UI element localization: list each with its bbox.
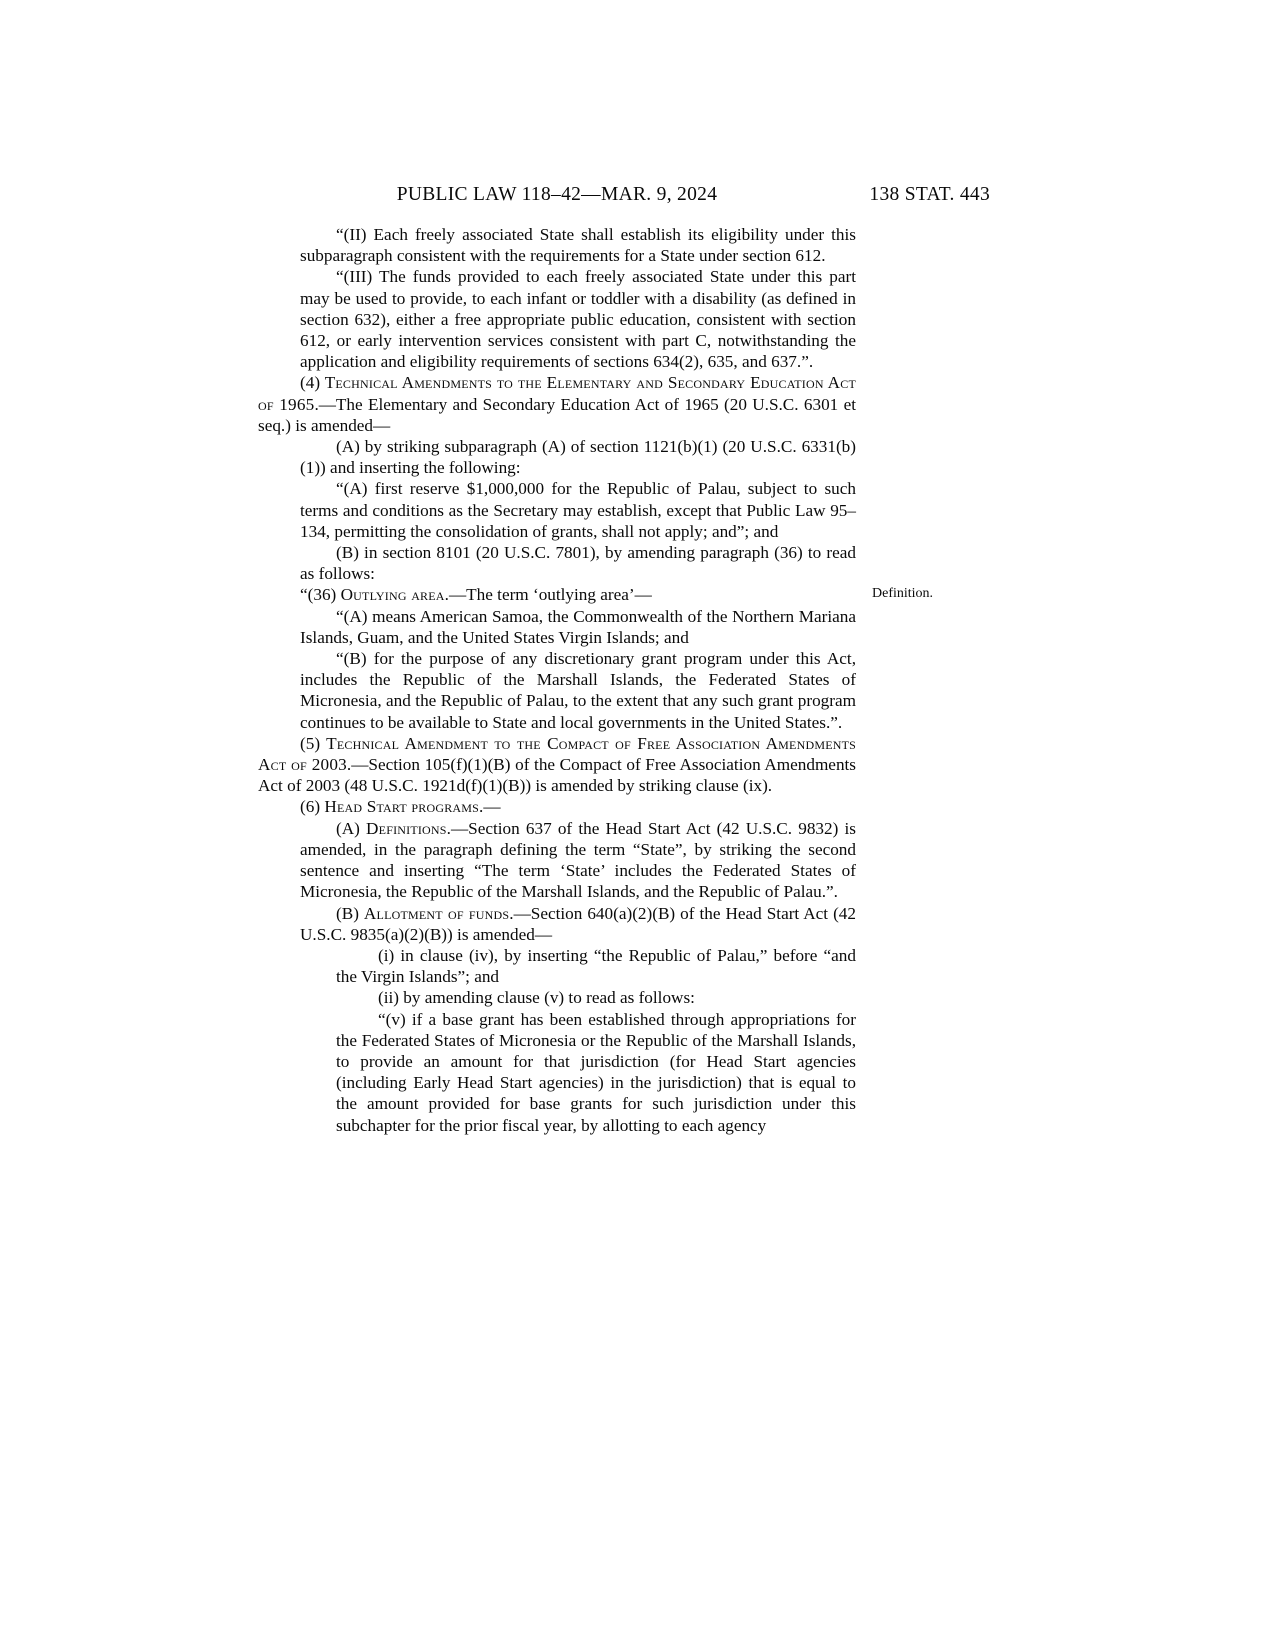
statute-paragraph-6A: (A) Definitions.—Section 637 of the Head Start Act (42 U.S.C. 9832) is amended, in the paragraph defining the term “State”, by striking the second sentence and inserting “The term ‘State’ includes the Federated States of Micronesia, the Republic of the Marshall Islands, and the Republic of Palau.”. [300, 818, 856, 902]
statute-paragraph-clause-ii: (ii) by amending clause (v) to read as follows: [378, 988, 695, 1008]
statute-paragraph-subclause-III: “(III) The funds provided to each freely associated State under this part may be used to provide, to each infant or toddler with a disability (as defined in section 632), either a free appropriate public education, consistent with section 612, or early intervention services consistent with part C, notwithstanding the application and eligibility requirements of sections 634(2), 635, and 637.”. [300, 267, 856, 372]
paragraph-36-row [258, 584, 934, 605]
statute-paragraph-subclause-II: “(II) Each freely associated State shall establish its eligibility under this subparagraph consistent with the requirements for a State under section 612. [300, 225, 856, 266]
statute-paragraph-6: (6) Head Start programs.— [300, 797, 501, 817]
statute-paragraph-clause-v: “(v) if a base grant has been established through appropriations for the Federated States of Micronesia or the Republic of the Marshall Islands, to provide an amount for that jurisdiction (for Head Start agencies (including Early Head Start agencies) in the jurisdiction) that is equal to the amount provided for base grants for such jurisdiction under this subchapter for the prior fiscal year, by allotting to each agency [336, 1009, 856, 1135]
statute-paragraph-clause-i: (i) in clause (iv), by inserting “the Republic of Palau,” before “and the Virgin Islands”; and [336, 945, 856, 987]
statute-paragraph-6B: (B) Allotment of funds.—Section 640(a)(2)(B) of the Head Start Act (42 U.S.C. 9835(a)(2)(B)) is amended— [300, 903, 856, 944]
running-head [258, 184, 990, 210]
statute-paragraph-4A-quoted: “(A) first reserve $1,000,000 for the Republic of Palau, subject to such terms and conditions as the Secretary may establish, except that Public Law 95–134, permitting the consolidation of grants, shall not apply; and”; and [300, 479, 856, 541]
statute-paragraph-36: “(36) Outlying area.—The term ‘outlying area’— [300, 585, 652, 605]
law-title: PUBLIC LAW 118–42—MAR. 9, 2024 [396, 184, 718, 205]
stat-page-number: 138 STAT. 443 [869, 184, 990, 205]
statute-paragraph-4B: (B) in section 8101 (20 U.S.C. 7801), by amending paragraph (36) to read as follows: [300, 543, 856, 584]
statute-paragraph-36B: “(B) for the purpose of any discretionary grant program under this Act, includes the Republic of the Marshall Islands, the Federated States of Micronesia, and the Republic of Palau, to the extent that any such grant program continues to be available to State and local governments in the United States.”. [300, 649, 856, 732]
statute-paragraph-36A: “(A) means American Samoa, the Commonwealth of the Northern Mariana Islands, Guam, and the United States Virgin Islands; and [300, 606, 856, 647]
statute-paragraph-4: (4) Technical Amendments to the Elementary and Secondary Education Act of 1965.—The Elementary and Secondary Education Act of 1965 (20 U.S.C. 6301 et seq.) is amended— [258, 373, 856, 435]
statute-paragraph-5: (5) Technical Amendment to the Compact of Free Association Amendments Act of 2003.—Section 105(f)(1)(B) of the Compact of Free Association Amendments Act of 2003 (48 U.S.C. 1921d(f)(1)(B)) is amended by striking clause (ix). [258, 733, 856, 796]
margin-note-definition: Definition. [872, 586, 934, 602]
statute-paragraph-4A: (A) by striking subparagraph (A) of section 1121(b)(1) (20 U.S.C. 6331(b)(1)) and inserting the following: [300, 437, 856, 478]
statute-body [258, 224, 934, 1136]
